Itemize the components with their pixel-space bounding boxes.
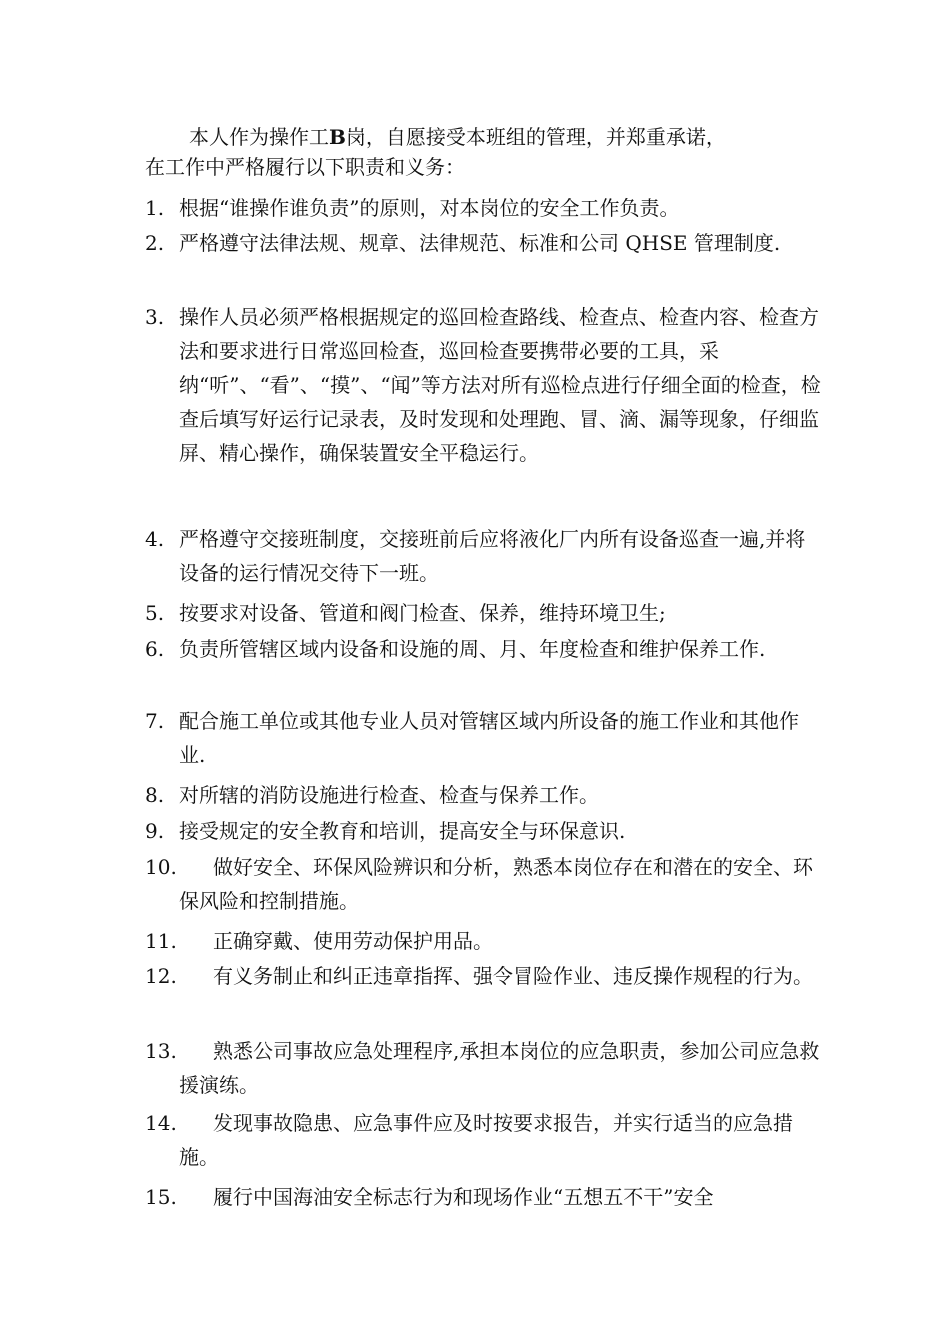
duty-item-8 — [145, 778, 825, 812]
item-text: 对所辖的消防设施进行检查、检查与保养工作。 — [179, 783, 599, 807]
item-number: 14. — [145, 1111, 177, 1135]
item-number: 2. — [145, 231, 165, 255]
item-number: 13. — [145, 1039, 177, 1063]
intro-second-line: 在工作中严格履行以下职责和义务： — [145, 155, 465, 179]
duty-item-13 — [145, 1034, 825, 1102]
item-text: 做好安全、环保风险辨识和分析，熟悉本岗位存在和潜在的安全、环保风险和控制措施。 — [179, 855, 813, 913]
intro-paragraph — [145, 122, 825, 182]
item-text: 按要求对设备、管道和阀门检查、保养，维持环境卫生; — [179, 601, 666, 625]
item-number: 11. — [145, 929, 177, 953]
intro-text-before-bold: 本人作为操作工 — [189, 125, 329, 149]
item-number: 12. — [145, 964, 177, 988]
item-number: 7. — [145, 709, 165, 733]
item-text: 操作人员必须严格根据规定的巡回检查路线、检查点、检查内容、检查方法和要求进行日常巡回检查，巡回检查要携带必要的工具，采纳“听”、“看”、“摸”、“闻”等方法对所有巡检点进行仔细全面的检查，检查后填写好运行记录表，及时发现和处理跑、冒、滴、漏等现象，仔细监屏、精心操作，确保装置安全平稳运行。 — [179, 305, 821, 465]
item-number: 1. — [145, 196, 165, 220]
duty-item-10 — [145, 850, 825, 918]
duty-item-5 — [145, 596, 825, 630]
intro-text-after-bold: 岗，自愿接受本班组的管理，并郑重承诺， — [345, 125, 726, 149]
item-text: 发现事故隐患、应急事件应及时按要求报告，并实行适当的应急措施。 — [179, 1111, 793, 1169]
duty-item-2 — [145, 226, 825, 260]
item-number: 9. — [145, 819, 165, 843]
item-number: 10. — [145, 855, 177, 879]
item-number: 6. — [145, 637, 165, 661]
duty-item-6 — [145, 632, 825, 666]
duty-item-3 — [145, 300, 825, 470]
item-number: 5. — [145, 601, 165, 625]
item-number: 15. — [145, 1185, 177, 1209]
item-text: 接受规定的安全教育和培训，提高安全与环保意识. — [179, 819, 626, 843]
item-number: 3. — [145, 305, 165, 329]
duty-item-11 — [145, 924, 825, 958]
intro-bold-text: B — [329, 125, 346, 149]
duty-item-15 — [145, 1180, 825, 1214]
duty-item-9 — [145, 814, 825, 848]
item-text: 负责所管辖区域内设备和设施的周、月、年度检查和维护保养工作. — [179, 637, 766, 661]
item-text: 严格遵守交接班制度，交接班前后应将液化厂内所有设备巡查一遍,并将设备的运行情况交待下一班。 — [179, 527, 806, 585]
item-text: 根据“谁操作谁负责”的原则，对本岗位的安全工作负责。 — [179, 196, 680, 220]
duty-item-4 — [145, 522, 825, 590]
item-text: 熟悉公司事故应急处理程序,承担本岗位的应急职责，参加公司应急救援演练。 — [179, 1039, 820, 1097]
item-number: 4. — [145, 527, 165, 551]
duty-item-7 — [145, 704, 825, 772]
item-text: 配合施工单位或其他专业人员对管辖区域内所设备的施工作业和其他作业. — [179, 709, 799, 767]
item-text: 履行中国海油安全标志行为和现场作业“五想五不干”安全 — [213, 1185, 714, 1209]
duty-item-1 — [145, 191, 825, 225]
item-text: 有义务制止和纠正违章指挥、强令冒险作业、违反操作规程的行为。 — [213, 964, 813, 988]
duty-item-14 — [145, 1106, 825, 1174]
item-number: 8. — [145, 783, 165, 807]
item-text: 正确穿戴、使用劳动保护用品。 — [213, 929, 493, 953]
duty-item-12 — [145, 959, 825, 993]
item-text: 严格遵守法律法规、规章、法律规范、标准和公司 QHSE 管理制度. — [179, 231, 781, 255]
